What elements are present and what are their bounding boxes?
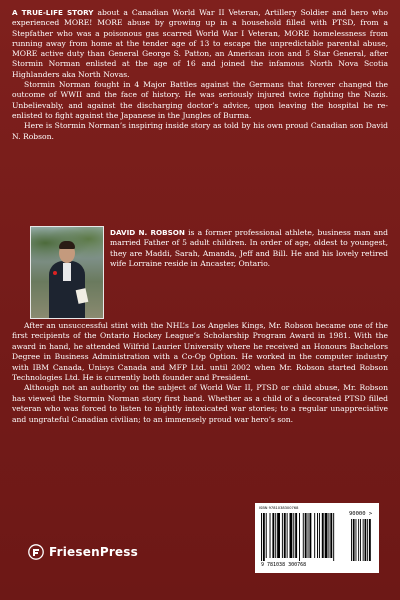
barcode-bar <box>308 513 309 558</box>
barcode-bar <box>293 513 294 558</box>
barcode-digits: 9 781038 300768 <box>261 562 307 568</box>
bio-paragraph: After an unsuccessful stint with the NHL’s Los Angeles Kings, Mr. Robson became one of the first recipients of the Ontario Hockey League’s Scholarship Program Award in 1981. With the award in hand, he attended Wilfrid Laurier University where he received an Honours Bachelors Degree in Business Administration with a Co-Op Option. He worked in the computer industry with IBM Canada, Unisys Canada and MFP Ltd. until 2002 when Mr. Robson started Robson Technologies Ltd. He is currently both founder and President. <box>12 321 388 383</box>
bio-paragraph-text: is a former professional athlete, business man and married Father of 5 adult children. In order of age, oldest to youngest, they are Maddi, Sarah, Amanda, Jeff and Bill. He and his lovely retired wife Lorraine reside in Ancaster, Ontario. <box>110 228 389 269</box>
barcode-addon-bar <box>356 519 357 561</box>
isbn-label: ISBN 9781038300768 <box>259 506 299 510</box>
barcode-bar <box>333 513 334 561</box>
barcode-bar <box>275 513 276 558</box>
barcode-bar <box>325 513 328 558</box>
barcode-bar <box>277 513 280 558</box>
barcode-bar <box>284 513 286 558</box>
barcode-bar <box>317 513 318 558</box>
barcode-bar <box>261 513 262 561</box>
author-photo <box>30 226 104 319</box>
barcode-addon-bar <box>367 519 368 561</box>
barcode-bar <box>328 513 329 558</box>
barcode-bar <box>299 513 300 561</box>
barcode-bar <box>303 513 304 558</box>
blurb-paragraph <box>12 8 388 80</box>
barcode-bar <box>314 513 315 558</box>
barcode-bar <box>270 513 271 558</box>
friesenpress-logo-icon <box>28 544 44 560</box>
bio-paragraph: Although not an authority on the subject of World War II, PTSD or child abuse, Mr. Robson has viewed the Stormin Norman story first hand. Whether as a child of a decorated PTSD filled veteran who was forced to listen to nightly intoxicated war stories; to a regular unappreciative and ungrateful Canadian civilian; to an immensely proud war hero’s son. <box>12 383 388 424</box>
publisher-name: FriesenPress <box>49 545 138 559</box>
isbn-barcode <box>255 503 379 573</box>
barcode-bar <box>309 513 311 558</box>
author-bio <box>110 228 388 270</box>
blurb-paragraph-text: about a Canadian World War II Veteran, Artillery Soldier and hero who experienced MORE! MORE abuse by growing up in a household filled with PTSD, from a Stepfather who was a poisonous gas scarred World War I Veteran, MORE homelessness from running away from home at the tender age of 13 to escape the unpredictable parental abuse, MORE active duty than General George S. Patton, an American icon and 5 Star General, after Stormin Norman enlisted at the age of 16 and joined the infamous North Nova Scotia Highlanders aka North Novas. <box>12 8 389 79</box>
barcode-bar <box>287 513 288 558</box>
barcode-bar <box>290 513 293 558</box>
barcode-bar <box>266 513 267 558</box>
barcode-bar <box>305 513 307 558</box>
barcode-bar <box>319 513 320 558</box>
blurb-paragraph: Stormin Norman fought in 4 Major Battles against the Germans that forever changed the outcome of WWII and the face of history. He was seriously injured twice fighting the Nazis. Unbelievably, and against the discharging doctor’s advice, upon leaving the hospital he re-enlisted to fight against the Japanese in the Jungles of Burma. <box>12 80 388 120</box>
barcode-addon-bar <box>363 519 364 561</box>
author-bio-continued <box>12 321 388 425</box>
barcode-addon-bar <box>369 519 371 561</box>
bio-paragraph <box>110 228 388 270</box>
barcode-addon-bar <box>351 519 352 561</box>
price-code: 90000 > <box>349 511 373 517</box>
barcode-addon-bar <box>358 519 359 561</box>
book-blurb <box>12 8 388 142</box>
barcode-bars <box>259 513 375 561</box>
blurb-lead: A TRUE-LIFE STORY <box>12 8 94 17</box>
barcode-addon-bar <box>365 519 367 561</box>
barcode-bar <box>322 513 324 558</box>
blurb-paragraph: Here is Stormin Norman’s inspiring inside story as told by his own proud Canadian son David N. Robson. <box>12 121 388 141</box>
barcode-bar <box>263 513 265 561</box>
barcode-addon-bar <box>360 519 361 561</box>
barcode-bar <box>282 513 283 558</box>
barcode-bar <box>272 513 274 558</box>
barcode-bar <box>330 513 332 558</box>
barcode-addon-bar <box>353 519 355 561</box>
publisher-logo <box>28 540 148 564</box>
barcode-bar <box>295 513 297 558</box>
author-name: DAVID N. ROBSON <box>110 228 185 237</box>
